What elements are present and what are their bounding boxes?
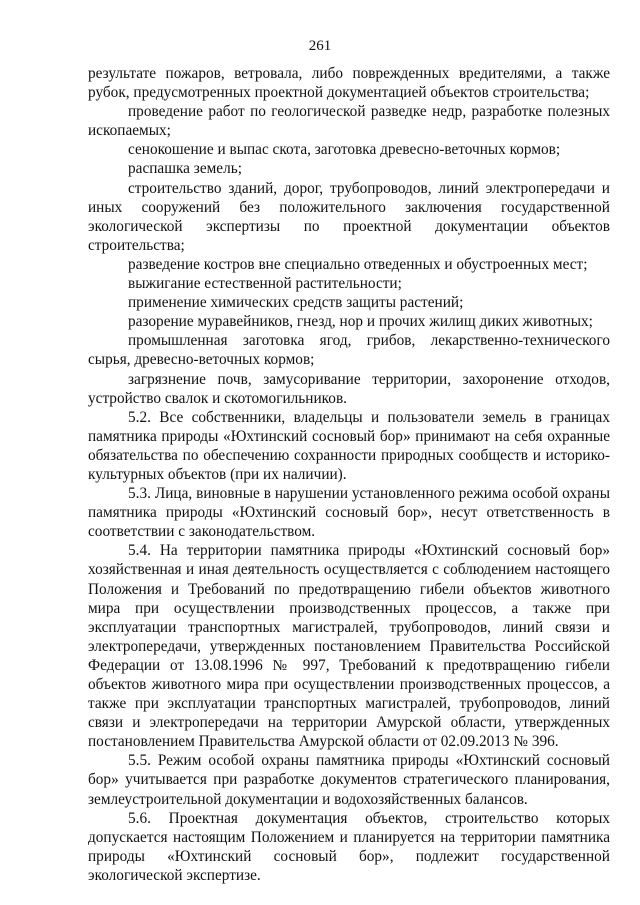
paragraph-pollution: загрязнение почв, замусоривание территории, захоронение отходов, устройство свалок и скотомогильников. [88, 370, 610, 407]
page-number: 261 [308, 38, 332, 54]
paragraph-5-3: 5.3. Лица, виновные в нарушении установленного режима особой охраны памятника природы «Юхтинский сосновый бор», несут ответственность в соответствии с законодательством. [88, 485, 610, 541]
paragraph-industrial-harvest: промышленная заготовка ягод, грибов, лекарственно-технического сырья, древесно-веточных кормов; [88, 332, 610, 369]
paragraph-haymaking: сенокошение и выпас скота, заготовка древесно-веточных кормов; [128, 141, 561, 159]
paragraph-5-2: 5.2. Все собственники, владельцы и пользователи земель в границах памятника природы «Юхтинский сосновый бор» принимают на себя охранные обязательства по обеспечению сохранности природных сообществ и историко-культурных объектов (при их наличии). [88, 408, 610, 483]
paragraph-5-5: 5.5. Режим особой охраны памятника природы «Юхтинский сосновый бор» учитывается при разработке документов стратегического планирования, землеустроительной документации и водохозяйственных балансов. [88, 752, 610, 808]
paragraph-geological-works: проведение работ по геологической разведке недр, разработке полезных ископаемых; [88, 103, 610, 140]
paragraph-fire-damage: результате пожаров, ветровала, либо поврежденных вредителями, а также рубок, предусмотренных проектной документацией объектов строительства; [88, 65, 610, 102]
paragraph-ploughing: распашка земель; [128, 160, 242, 178]
paragraph-chemicals: применение химических средств защиты растений; [128, 294, 464, 312]
paragraph-animal-dwellings: разорение муравейников, гнезд, нор и прочих жилищ диких животных; [128, 313, 593, 331]
document-body [88, 64, 610, 885]
paragraph-5-6: 5.6. Проектная документация объектов, строительство которых допускается настоящим Положением и планируется на территории памятника природы «Юхтинский сосновый бор», подлежит государственной экологической экспертизе. [88, 809, 610, 884]
paragraph-campfires: разведение костров вне специально отведенных и обустроенных мест; [128, 255, 588, 273]
paragraph-5-4: 5.4. На территории памятника природы «Юхтинский сосновый бор» хозяйственная и иная деятельность осуществляется с соблюдением настоящего Положения и Требований по предотвращению гибели объектов животного мира при осуществлении производственных процессов, а также при эксплуатации транспортных магистралей, трубопроводов, линий связи и электропередачи, утвержденных постановлением Правительства Российской Федерации от 13.08.1996 № 997, Требований к предотвращению гибели объектов животного мира при осуществлении производственных процессов, а также при эксплуатации транспортных магистралей, трубопроводов, линий связи и электропередачи на территории Амурской области, утвержденных постановлением Правительства Амурской области от 02.09.2013 № 396. [88, 542, 610, 751]
paragraph-burning: выжигание естественной растительности; [128, 275, 402, 293]
paragraph-construction: строительство зданий, дорог, трубопроводов, линий электропередачи и иных сооружений без положительного заключения государственной экологической экспертизы по проектной документации объектов строительства; [88, 179, 610, 254]
